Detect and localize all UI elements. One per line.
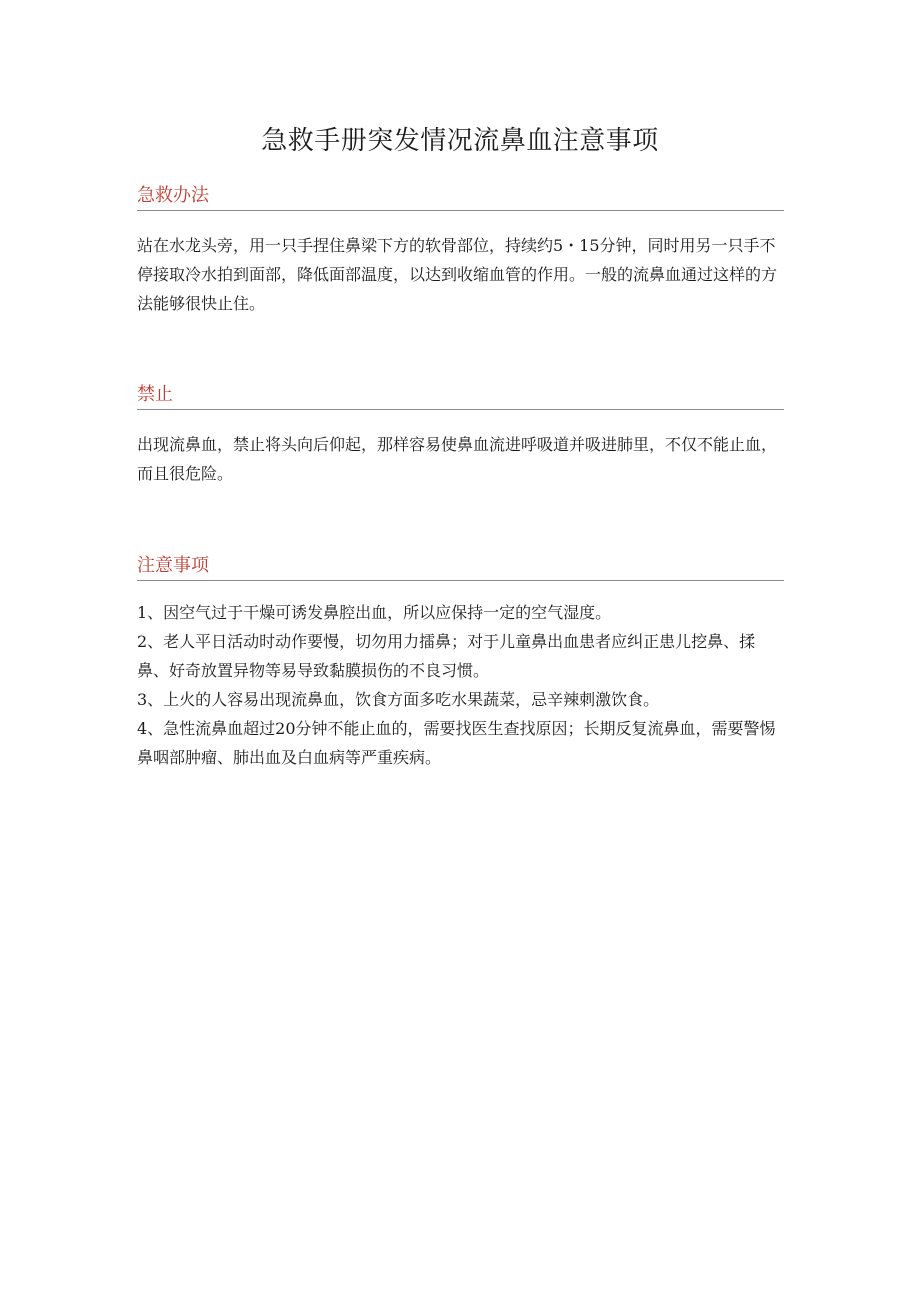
- section-heading-notes: 注意事项: [137, 555, 784, 581]
- section-heading-forbid: 禁止: [137, 384, 784, 410]
- list-item: 1、因空气过于干燥可诱发鼻腔出血，所以应保持一定的空气湿度。: [137, 603, 612, 622]
- section-first-aid-method: [137, 185, 784, 318]
- method-paragraph: 站在水龙头旁，用一只手捏住鼻梁下方的软骨部位，持续约5・15分钟，同时用另一只手不停接取冷水拍到面部，降低面部温度，以达到收缩血管的作用。一般的流鼻血通过这样的方法能够很快止住。: [137, 236, 778, 313]
- section-heading-method: 急救办法: [137, 185, 784, 211]
- list-item: 4、急性流鼻血超过20分钟不能止血的，需要找医生查找原因；长期反复流鼻血，需要警惕鼻咽部肿瘤、肺出血及白血病等严重疾病。: [137, 719, 776, 767]
- section-body-forbid: [137, 430, 784, 488]
- notes-list: [137, 598, 784, 772]
- document-title: 急救手册突发情况流鼻血注意事项: [261, 126, 659, 156]
- forbid-paragraph: 出现流鼻血，禁止将头向后仰起，那样容易使鼻血流进呼吸道并吸进肺里，不仅不能止血，而且很危险。: [137, 435, 778, 483]
- list-item: 2、老人平日活动时动作要慢，切勿用力擂鼻；对于儿童鼻出血患者应纠正患儿挖鼻、揉鼻、好奇放置异物等易导致黏膜损伤的不良习惯。: [137, 632, 756, 680]
- section-forbidden: [137, 384, 784, 488]
- list-item: 3、上火的人容易出现流鼻血，饮食方面多吃水果蔬菜，忌辛辣刺激饮食。: [137, 690, 660, 709]
- section-notes: [137, 555, 784, 772]
- section-body-method: [137, 231, 784, 318]
